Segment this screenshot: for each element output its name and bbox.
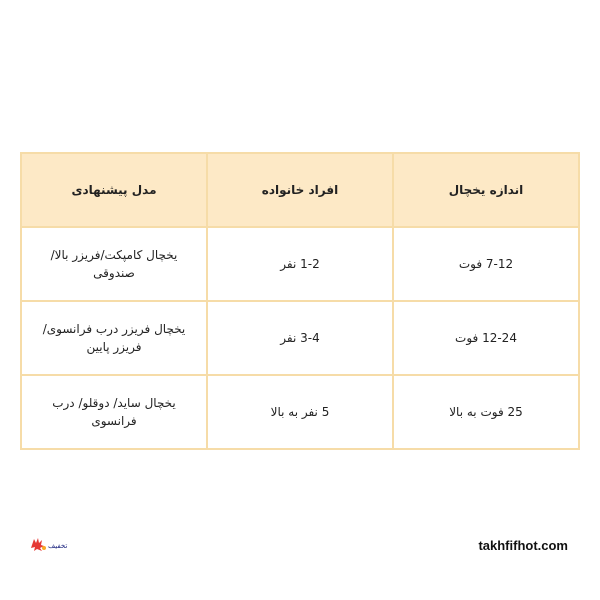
site-url: takhfifhot.com bbox=[478, 538, 568, 553]
svg-text:تخفیف: تخفیف bbox=[48, 542, 68, 550]
table-row bbox=[21, 227, 579, 301]
cell-family: 3-4 نفر bbox=[207, 301, 393, 375]
cell-model: یخچال فریزر درب فرانسوی/فریزر پایین bbox=[21, 301, 207, 375]
cell-family: 1-2 نفر bbox=[207, 227, 393, 301]
cell-family: 5 نفر به بالا bbox=[207, 375, 393, 449]
table-row bbox=[21, 375, 579, 449]
header-suggested-model: مدل پیشنهادی bbox=[21, 153, 207, 227]
table-row bbox=[21, 301, 579, 375]
takhfifhot-logo bbox=[30, 537, 72, 551]
header-family-members: افراد خانواده bbox=[207, 153, 393, 227]
header-fridge-size: اندازه یخچال bbox=[393, 153, 579, 227]
cell-model: یخچال ساید/ دوقلو/ درب فرانسوی bbox=[21, 375, 207, 449]
cell-size: 25 فوت به بالا bbox=[393, 375, 579, 449]
table-header-row bbox=[21, 153, 579, 227]
cell-model: یخچال کامپکت/فریزر بالا/ صندوقی bbox=[21, 227, 207, 301]
cell-size: 7-12 فوت bbox=[393, 227, 579, 301]
cell-size: 12-24 فوت bbox=[393, 301, 579, 375]
fridge-size-table bbox=[20, 152, 580, 450]
